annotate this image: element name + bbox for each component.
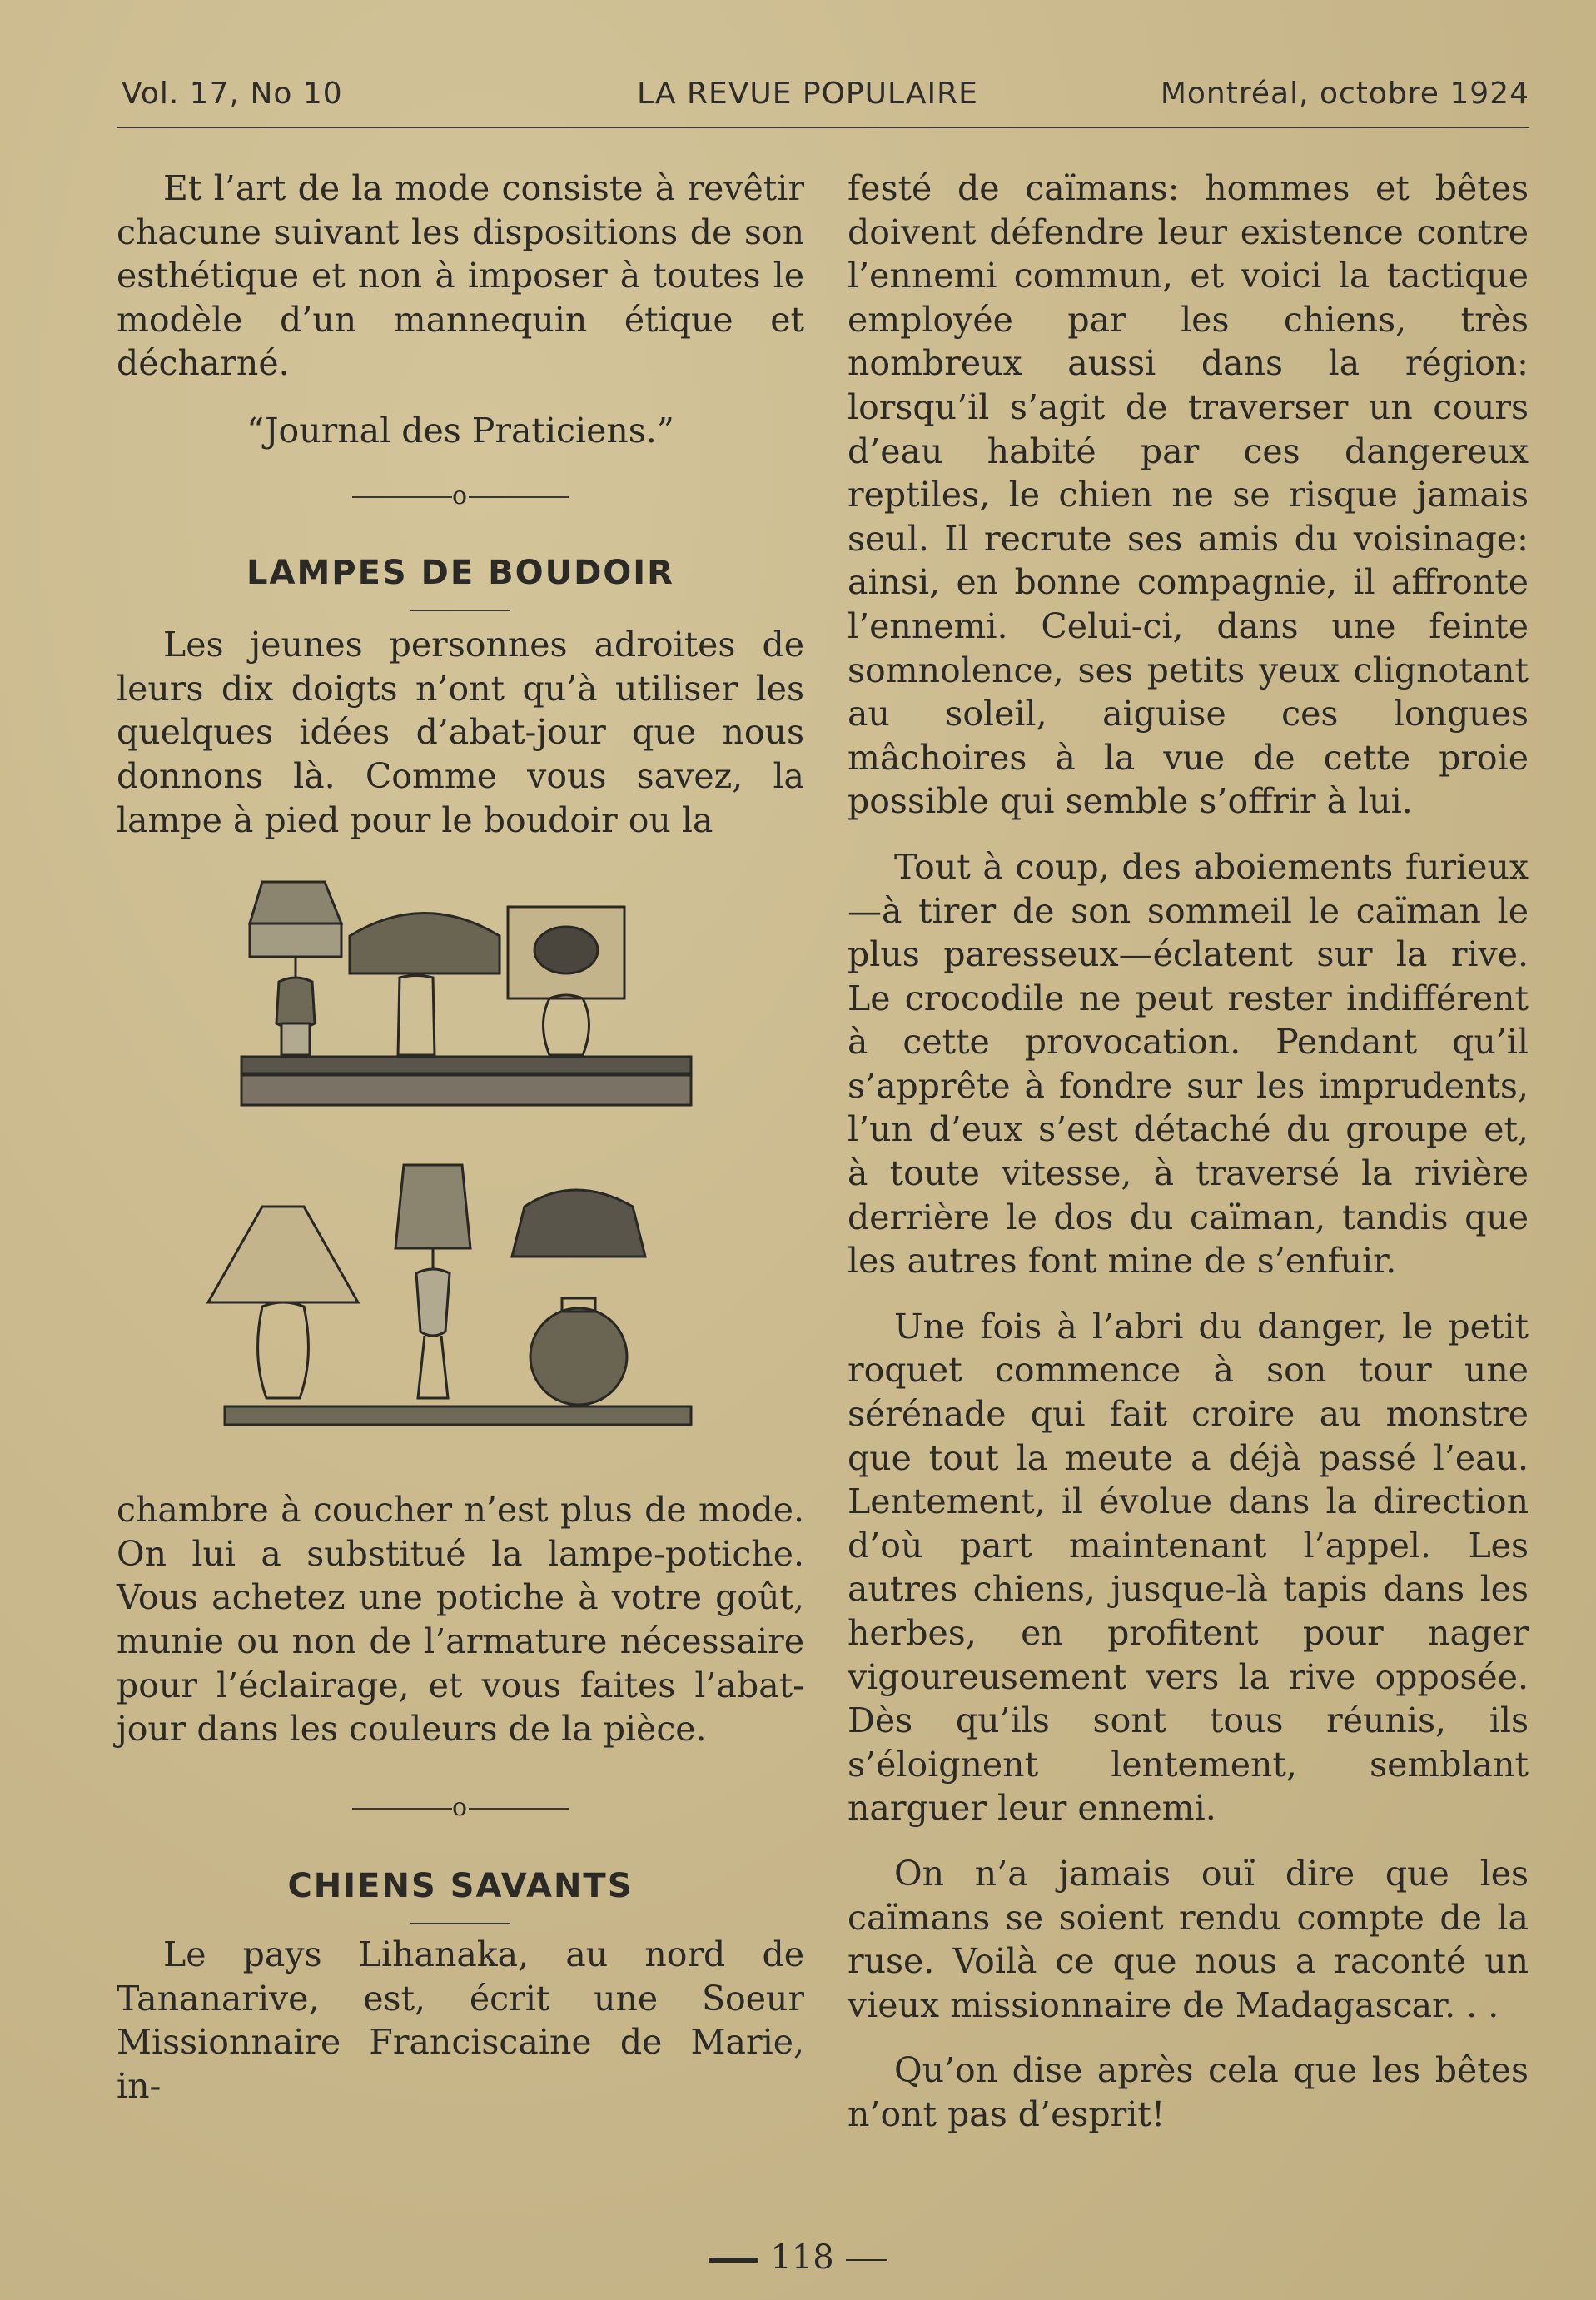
paragraph-lampe-potiche: chambre à coucher n’est plus de mode. On lui a substitué la lampe-potiche. Vous achetez une potiche à votre goût, munie ou non de l’armature nécessaire pour l’éclairage, et vous faites l’abat-jour dans les couleurs de la pièce. — [117, 1490, 804, 1750]
paragraph-aboiements: Tout à coup, des aboiements furieux—à tirer de son sommeil le caïman le plus paresseux—éclatent sur la rive. Le crocodile ne peut rester indifférent à cette provocation. Pendant qu’il s’apprête à fondre sur les imprudents, l’un d’eux s’est détaché du groupe et, à toute vitesse, à traversé la rivière derrière le dos du caïman, tandis que les autres font mine de s’enfuir. — [848, 846, 1529, 1282]
publication-title: LA REVUE POPULAIRE — [637, 77, 978, 111]
issue-date: Montréal, octobre 1924 — [1160, 77, 1529, 111]
page-number: 118 — [770, 2238, 834, 2277]
paragraph-caimans: festé de caïmans: hommes et bêtes doivent défendre leur existence contre l’ennemi commun, et voici la tactique employée par les chiens, très nombreux aussi dans la région: lorsqu’il s’agit de traverser un cours d’eau habité par ces dangereux reptiles, le chien ne se risque jamais seul. Il recrute ses amis du voisinage: ainsi, en bonne compagnie, il affronte l’ennemi. Celui-ci, dans une feinte somnolence, ses petits yeux clignotant au soleil, aiguise ces longues mâchoires à la vue de cette proie possible qui semble s’offrir à lui. — [848, 168, 1529, 822]
section-separator: o — [117, 481, 804, 511]
heading-chiens-savants: CHIENS SAVANTS — [287, 1866, 634, 1905]
page-footer — [0, 2238, 1596, 2277]
paragraph-mode-ending: Et l’art de la mode consiste à revêtir chacune suivant les dispositions de son esthétique et non à imposer à toutes le modèle d’un mannequin étique et décharné. — [117, 168, 804, 384]
volume-number: Vol. 17, No 10 — [122, 77, 343, 111]
paragraph-lampes-intro: Les jeunes personnes adroites de leurs dix doigts n’ont qu’à utiliser les quelques idées d’abat-jour que nous donnons là. Comme vous savez, la lampe à pied pour le boudoir ou la — [117, 625, 804, 840]
right-column — [848, 167, 1529, 2137]
heading-lampes-de-boudoir: LAMPES DE BOUDOIR — [246, 553, 674, 592]
footer-ornament-left — [709, 2258, 758, 2263]
lamp-shades-illustration — [175, 857, 708, 1473]
footer-ornament-right — [846, 2259, 887, 2261]
paragraph-chiens-intro: Le pays Lihanaka, au nord de Tananarive, est, écrit une Soeur Missionnaire Franciscaine de Marie, in- — [117, 1934, 804, 2107]
attribution: “Journal des Praticiens.” — [246, 410, 674, 451]
paragraph-roquet: Une fois à l’abri du danger, le petit roquet commence à son tour une sérénade qui fait croire au monstre que tout la meute a déjà passé l’eau. Lentement, il évolue dans la direction d’où part maintenant l’appel. Les autres chiens, jusque-là tapis dans les herbes, en profitent pour nager vigoureusement vers la rive opposée. Dès qu’ils sont tous réunis, ils s’éloignent lentement, semblant narguer leur ennemi. — [848, 1306, 1529, 1829]
page-header — [117, 77, 1529, 123]
header-rule — [117, 127, 1529, 128]
left-column — [117, 167, 804, 2108]
section-separator-2: o — [117, 1793, 804, 1823]
paragraph-ruse: On n’a jamais ouï dire que les caïmans se soient rendu compte de la ruse. Voilà ce que nous a raconté un vieux missionnaire de Madagascar. . . — [848, 1853, 1529, 2025]
paragraph-conclusion: Qu’on dise après cela que les bêtes n’ont pas d’esprit! — [848, 2050, 1529, 2134]
